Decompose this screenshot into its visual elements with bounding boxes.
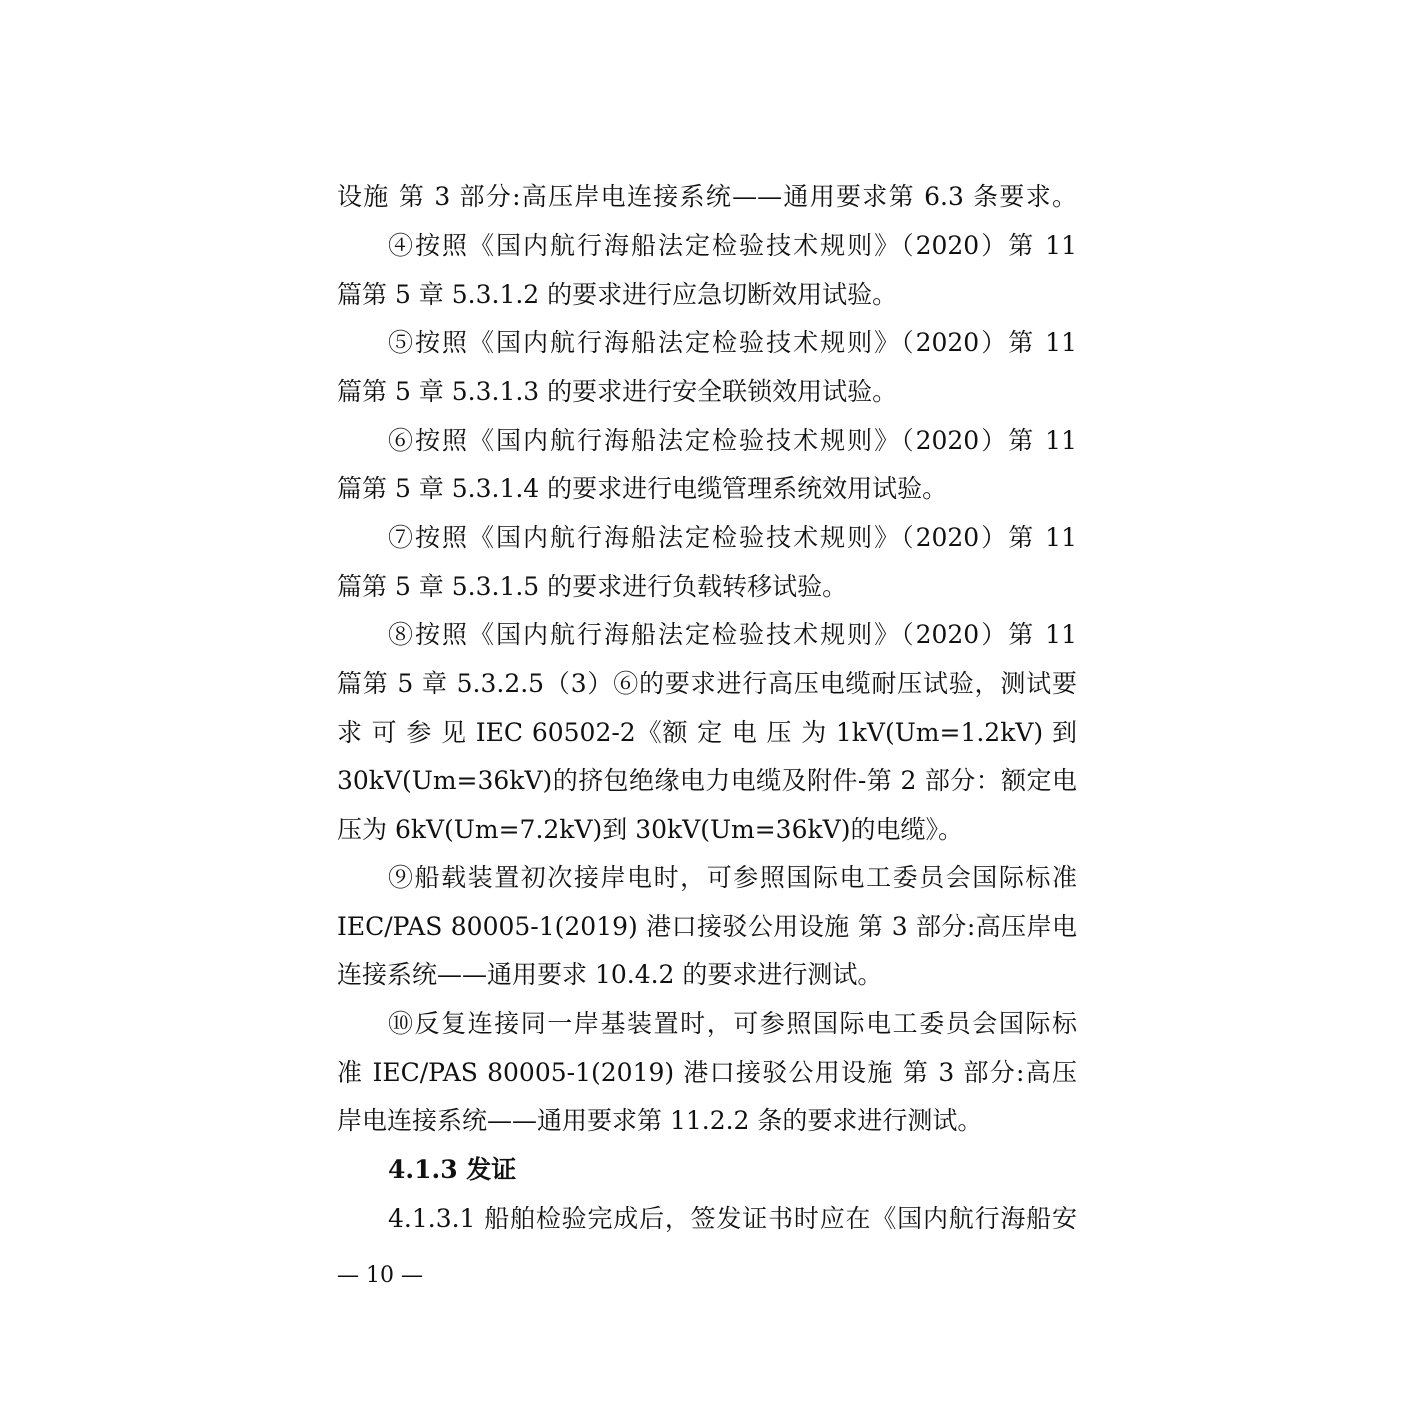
text-line: 岸电连接系统——通用要求第 11.2.2 条的要求进行测试。 bbox=[337, 1106, 983, 1135]
list-item-10: ⑩反复连接同一岸基装置时，可参照国际电工委员会国际标 bbox=[388, 1009, 1077, 1038]
text-line: 篇第 5 章 5.3.1.4 的要求进行电缆管理系统效用试验。 bbox=[337, 474, 948, 503]
text-line: 篇第 5 章 5.3.2.5（3）⑥的要求进行高压电缆耐压试验，测试要 bbox=[337, 669, 1077, 698]
page-number: — 10 — bbox=[337, 1263, 423, 1288]
text-line: 4.1.3.1 船舶检验完成后，签发证书时应在《国内航行海船安 bbox=[388, 1204, 1077, 1233]
list-item-7: ⑦按照《国内航行海船法定检验技术规则》（2020）第 11 bbox=[388, 523, 1077, 552]
text-line: 篇第 5 章 5.3.1.3 的要求进行安全联锁效用试验。 bbox=[337, 377, 898, 406]
list-item-8: ⑧按照《国内航行海船法定检验技术规则》（2020）第 11 bbox=[388, 620, 1077, 649]
list-item-6: ⑥按照《国内航行海船法定检验技术规则》（2020）第 11 bbox=[388, 426, 1077, 455]
text-line: IEC/PAS 80005-1(2019) 港口接驳公用设施 第 3 部分:高压岸电 bbox=[337, 912, 1077, 941]
section-heading: 4.1.3 发证 bbox=[388, 1155, 517, 1184]
text-line: 30kV(Um=36kV)的挤包绝缘电力电缆及附件-第 2 部分：额定电 bbox=[337, 766, 1077, 795]
text-line: 篇第 5 章 5.3.1.2 的要求进行应急切断效用试验。 bbox=[337, 280, 898, 309]
text-line: 准 IEC/PAS 80005-1(2019) 港口接驳公用设施 第 3 部分:高压 bbox=[337, 1058, 1077, 1087]
list-item-4: ④按照《国内航行海船法定检验技术规则》（2020）第 11 bbox=[388, 231, 1077, 260]
text-line: 篇第 5 章 5.3.1.5 的要求进行负载转移试验。 bbox=[337, 572, 848, 601]
text-line: 求 可 参 见 IEC 60502-2《额 定 电 压 为 1kV(Um=1.2kV) 到 bbox=[337, 718, 1077, 747]
list-item-5: ⑤按照《国内航行海船法定检验技术规则》（2020）第 11 bbox=[388, 328, 1077, 357]
list-item-9: ⑨船载装置初次接岸电时，可参照国际电工委员会国际标准 bbox=[388, 863, 1077, 892]
text-line: 设施 第 3 部分:高压岸电连接系统——通用要求第 6.3 条要求。 bbox=[337, 182, 1077, 211]
text-line: 连接系统——通用要求 10.4.2 的要求进行测试。 bbox=[337, 960, 883, 989]
text-line: 压为 6kV(Um=7.2kV)到 30kV(Um=36kV)的电缆》。 bbox=[337, 815, 963, 844]
